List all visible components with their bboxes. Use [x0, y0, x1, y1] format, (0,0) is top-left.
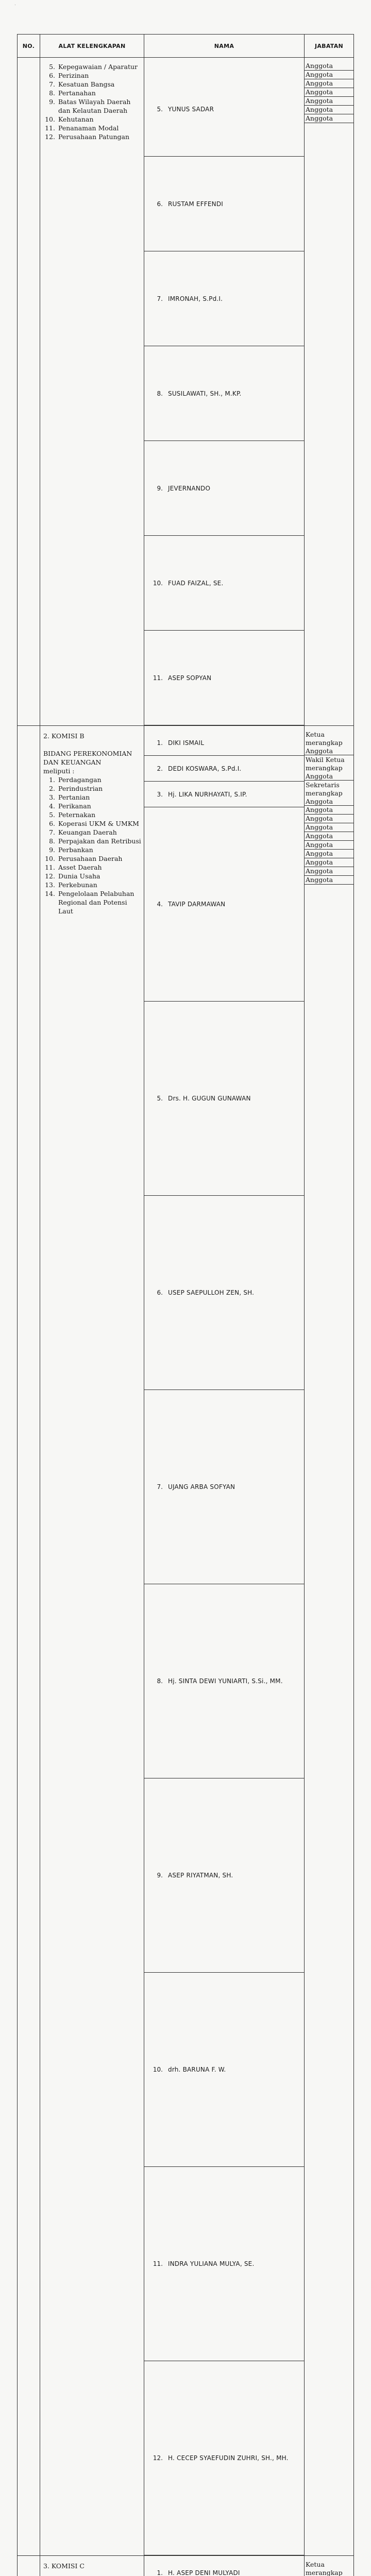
member-row: [144, 251, 304, 346]
bidang-number: 6.: [43, 819, 58, 828]
member-number: 5.: [144, 1002, 166, 1196]
bidang-list: [40, 58, 144, 141]
komisi-title: 3. KOMISI C: [43, 2562, 142, 2570]
member-number: 7.: [144, 1390, 166, 1584]
member-row: [144, 536, 304, 631]
member-name: ASEP RIYATMAN, SH.: [166, 1778, 304, 1973]
bidang-item: [43, 828, 142, 837]
member-role: Anggota: [305, 79, 353, 88]
nama-cell: [144, 58, 305, 726]
bidang-number: 12.: [43, 132, 58, 141]
bidang-label: Keuangan Daerah: [58, 828, 117, 837]
bidang-number: 9.: [43, 845, 58, 854]
member-role: Sekretaris merangkap Anggota: [305, 781, 353, 806]
member-row: [144, 1778, 304, 1973]
member-name: DEDI KOSWARA, S.Pd.I.: [166, 756, 304, 782]
member-row: [144, 2361, 304, 2555]
bidang-item: [43, 837, 142, 845]
bidang-number: 12.: [43, 872, 58, 880]
member-name-list: [144, 2560, 304, 2576]
bidang-item: [43, 784, 142, 793]
section-komisi-a-continued: [18, 58, 354, 726]
member-number: 6.: [144, 157, 166, 251]
member-name: Hj. LIKA NURHAYATI, S.IP.: [166, 782, 304, 807]
bidang-number: 13.: [43, 880, 58, 889]
bidang-number: 10.: [43, 115, 58, 124]
member-role-list: [305, 726, 353, 885]
member-name: DIKI ISMAIL: [166, 730, 304, 756]
bidang-number: 2.: [43, 784, 58, 793]
member-role: Anggota: [305, 841, 353, 850]
member-role: Anggota: [305, 832, 353, 841]
member-row: [144, 807, 304, 1002]
bidang-number: 5.: [43, 810, 58, 819]
bidang-label: Peternakan: [58, 810, 95, 819]
member-name: USEP SAEPULLOH ZEN, SH.: [166, 1196, 304, 1390]
bidang-number: 8.: [43, 837, 58, 845]
member-role: Anggota: [305, 806, 353, 815]
bidang-number: 4.: [43, 802, 58, 810]
member-name: ASEP SOPYAN: [166, 631, 304, 725]
member-row: [144, 631, 304, 725]
bidang-number: 14.: [43, 889, 58, 898]
membership-table: [17, 34, 354, 2576]
no-cell: [18, 58, 40, 726]
bidang-label: Koperasi UKM & UMKM: [58, 819, 139, 828]
bidang-item: [43, 124, 142, 132]
member-row: [144, 1390, 304, 1584]
member-role: Wakil Ketua merangkap Anggota: [305, 755, 353, 781]
member-number: 8.: [144, 1584, 166, 1778]
header-no: NO.: [18, 35, 40, 58]
bidang-label: dan Kelautan Daerah: [58, 106, 127, 115]
nama-cell: [144, 2556, 305, 2576]
member-number: 4.: [144, 807, 166, 1002]
member-name: Drs. H. GUGUN GUNAWAN: [166, 1002, 304, 1196]
member-number: 12.: [144, 2361, 166, 2555]
bidang-item: [43, 889, 142, 898]
member-number: 9.: [144, 1778, 166, 1973]
bidang-item: [43, 854, 142, 863]
bidang-item: [43, 71, 142, 80]
member-name: TAVIP DARMAWAN: [166, 807, 304, 1002]
bidang-number: 7.: [43, 828, 58, 837]
member-role: Anggota: [305, 858, 353, 867]
member-row: [144, 756, 304, 782]
bidang-item: [43, 775, 142, 784]
bidang-number: 7.: [43, 80, 58, 89]
member-row: [144, 2560, 304, 2576]
member-number: 10.: [144, 1973, 166, 2167]
bidang-item: [43, 880, 142, 889]
bidang-label: Laut: [58, 907, 73, 916]
member-name: JEVERNANDO: [166, 441, 304, 536]
bidang-title: BIDANG PEREKONOMIAN: [43, 749, 142, 758]
member-role: Anggota: [305, 106, 353, 114]
member-role: Anggota: [305, 815, 353, 823]
member-role: Anggota: [305, 867, 353, 876]
member-number: 10.: [144, 536, 166, 631]
bidang-item: [43, 793, 142, 802]
member-role: Anggota: [305, 88, 353, 97]
bidang-item: [43, 898, 142, 907]
scan-mark: .: [14, 2, 16, 7]
bidang-label: Penanaman Modal: [58, 124, 119, 132]
bidang-number: 5.: [43, 62, 58, 71]
member-role: Ketua merangkap: [305, 2560, 353, 2576]
bidang-number: 11.: [43, 863, 58, 872]
member-number: 9.: [144, 441, 166, 536]
bidang-label: Perpajakan dan Retribusi: [58, 837, 141, 845]
bidang-item: [43, 80, 142, 89]
member-role-list: [305, 2556, 353, 2576]
bidang-number: [43, 898, 58, 907]
member-row: [144, 730, 304, 756]
bidang-item: [43, 819, 142, 828]
bidang-label: Perizinan: [58, 71, 89, 80]
bidang-label: Asset Daerah: [58, 863, 102, 872]
bidang-label: Regional dan Potensi: [58, 898, 127, 907]
member-name: H. ASEP DENI MULYADI: [166, 2560, 304, 2576]
bidang-label: Pengelolaan Pelabuhan: [58, 889, 134, 898]
member-row: [144, 2167, 304, 2361]
bidang-item: [43, 863, 142, 872]
member-number: 2.: [144, 756, 166, 782]
member-name: FUAD FAIZAL, SE.: [166, 536, 304, 631]
bidang-label: Perbankan: [58, 845, 93, 854]
bidang-number: 9.: [43, 97, 58, 106]
bidang-label: Pertanahan: [58, 89, 96, 97]
bidang-item: [43, 62, 142, 71]
bidang-item: [43, 106, 142, 115]
member-row: [144, 782, 304, 807]
alat-cell: [40, 58, 144, 726]
jabatan-cell: [305, 2556, 354, 2576]
bidang-number: [43, 907, 58, 916]
member-name-list: [144, 62, 304, 725]
bidang-label: Perdagangan: [58, 775, 102, 784]
nama-cell: [144, 726, 305, 2556]
member-row: [144, 157, 304, 251]
member-role: Anggota: [305, 114, 353, 123]
member-role: Anggota: [305, 850, 353, 858]
bidang-label: Perusahaan Patungan: [58, 132, 129, 141]
bidang-item: [43, 802, 142, 810]
table-header-row: [18, 35, 354, 58]
member-name: IMRONAH, S.Pd.I.: [166, 251, 304, 346]
member-number: 1.: [144, 2560, 166, 2576]
document-page: [0, 0, 371, 544]
bidang-label: Kesatuan Bangsa: [58, 80, 114, 89]
member-number: 11.: [144, 631, 166, 725]
member-row: [144, 62, 304, 157]
bidang-label: Perindustrian: [58, 784, 103, 793]
bidang-item: [43, 810, 142, 819]
alat-cell: [40, 2556, 144, 2576]
bidang-label: Dunia Usaha: [58, 872, 100, 880]
bidang-label: Batas Wilayah Daerah: [58, 97, 130, 106]
member-role: Anggota: [305, 62, 353, 71]
bidang-item: [43, 845, 142, 854]
member-number: 6.: [144, 1196, 166, 1390]
member-name: Hj. SINTA DEWI YUNIARTI, S.Si., MM.: [166, 1584, 304, 1778]
bidang-item: [43, 907, 142, 916]
header-nama: NAMA: [144, 35, 305, 58]
member-role: Anggota: [305, 71, 353, 79]
member-name: UJANG ARBA SOFYAN: [166, 1390, 304, 1584]
jabatan-cell: [305, 58, 354, 726]
bidang-label: Kepegawaian / Aparatur: [58, 62, 138, 71]
bidang-item: [43, 89, 142, 97]
member-row: [144, 1584, 304, 1778]
komisi-title: 2. KOMISI B: [43, 732, 142, 740]
bidang-number: [43, 106, 58, 115]
member-role: Anggota: [305, 823, 353, 832]
bidang-list: [40, 726, 144, 916]
member-name: H. CECEP SYAEFUDIN ZUHRI, SH., MH.: [166, 2361, 304, 2555]
header-alat-kelengkapan: ALAT KELENGKAPAN: [40, 35, 144, 58]
member-name: YUNUS SADAR: [166, 62, 304, 157]
bidang-number: 10.: [43, 854, 58, 863]
bidang-list: [40, 2556, 144, 2576]
bidang-label: Pertanian: [58, 793, 90, 802]
header-jabatan: JABATAN: [305, 35, 354, 58]
bidang-label: Kehutanan: [58, 115, 94, 124]
member-row: [144, 1196, 304, 1390]
member-row: [144, 1973, 304, 2167]
bidang-item: [43, 132, 142, 141]
jabatan-cell: [305, 726, 354, 2556]
member-row: [144, 346, 304, 441]
bidang-item: [43, 115, 142, 124]
member-role: Anggota: [305, 876, 353, 885]
member-number: 8.: [144, 346, 166, 441]
member-role-list: [305, 58, 353, 123]
member-row: [144, 441, 304, 536]
member-name-list: [144, 730, 304, 2555]
member-number: 11.: [144, 2167, 166, 2361]
member-name: SUSILAWATI, SH., M.KP.: [166, 346, 304, 441]
member-role: Ketua merangkap Anggota: [305, 730, 353, 755]
member-number: 1.: [144, 730, 166, 756]
bidang-label: Perikanan: [58, 802, 91, 810]
bidang-title-cont: DAN KEUANGAN: [43, 758, 142, 767]
meliputi-label: meliputi :: [43, 767, 142, 775]
bidang-number: 6.: [43, 71, 58, 80]
no-cell: [18, 726, 40, 2556]
bidang-number: 3.: [43, 793, 58, 802]
member-number: 3.: [144, 782, 166, 807]
member-name: drh. BARUNA F. W.: [166, 1973, 304, 2167]
bidang-number: 1.: [43, 775, 58, 784]
bidang-label: Perkebunan: [58, 880, 97, 889]
member-name: INDRA YULIANA MULYA, SE.: [166, 2167, 304, 2361]
bidang-item: [43, 872, 142, 880]
no-cell: [18, 2556, 40, 2576]
bidang-number: 8.: [43, 89, 58, 97]
member-row: [144, 1002, 304, 1196]
section-komisi-c: [18, 2556, 354, 2576]
bidang-label: Perusahaan Daerah: [58, 854, 122, 863]
member-number: 5.: [144, 62, 166, 157]
member-number: 7.: [144, 251, 166, 346]
bidang-item: [43, 97, 142, 106]
bidang-number: 11.: [43, 124, 58, 132]
member-name: RUSTAM EFFENDI: [166, 157, 304, 251]
member-role: Anggota: [305, 97, 353, 106]
alat-cell: [40, 726, 144, 2556]
section-komisi-b: [18, 726, 354, 2556]
